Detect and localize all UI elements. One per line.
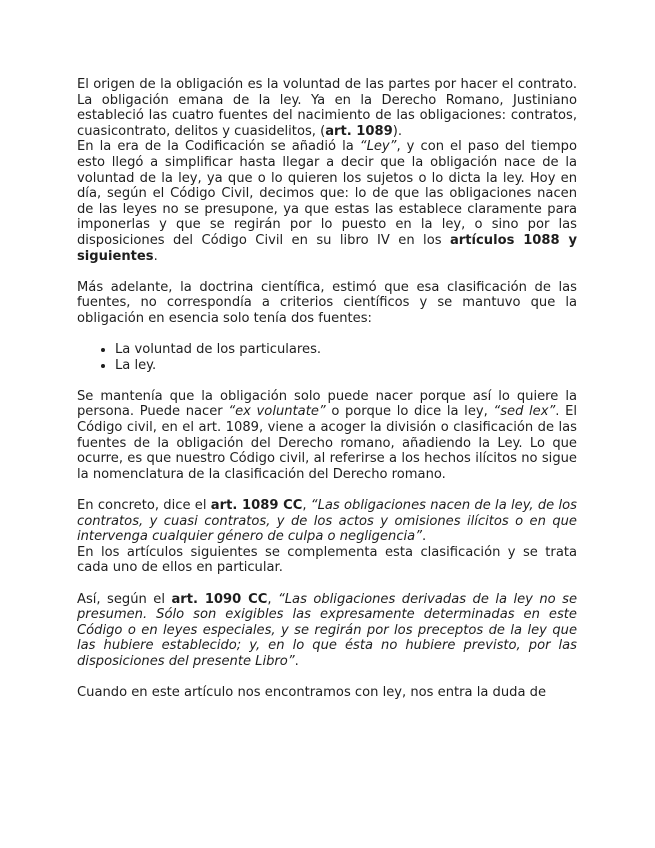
text-run: . xyxy=(294,653,299,669)
text-run: o porque lo dice la ley, xyxy=(325,404,494,420)
bold-citation: art. 1089 xyxy=(325,123,393,139)
text-run: En la era de la Codificación se añadió la xyxy=(77,139,360,155)
list-item: • La ley. xyxy=(115,358,577,374)
text-run: , y con el paso del tiempo esto llegó a simplificar hasta llegar a decir que la obligación nace de la voluntad de la ley, ya que o lo quieren los sujetos o lo dicta la ley. Hoy en día, según el Código Civil, decimos que: lo de que las obligaciones nacen de las leyes no se presupone, ya que estas las establece claramente para imponerlas y que se regirán por lo puesto en la ley, o sino por las disposiciones del Código Civil en su libro IV en los xyxy=(77,139,577,248)
bold-citation: artículos 1088 y siguientes xyxy=(77,232,578,264)
text-run: En los artículos siguientes se complementa esta clasificación y se trata cada uno de ellos en particular. xyxy=(77,544,577,576)
italic-quote: “sed lex” xyxy=(493,404,556,420)
paragraph-final xyxy=(77,685,577,701)
paragraph-codification xyxy=(77,139,577,264)
text-run: . xyxy=(153,248,158,264)
text-run: Cuando en este artículo nos encontramos con ley, nos entra la duda de xyxy=(77,685,547,701)
bold-citation: art. 1089 CC xyxy=(210,498,303,514)
text-run: El origen de la obligación es la voluntad de las partes por hacer el contrato. La obligación emana de la ley. Ya en la Derecho Romano, Justiniano estableció las cuatro fuentes del nacimiento de las obligaciones: contratos, cuasicontrato, delitos y cuasidelitos, ( xyxy=(77,77,577,139)
document-body xyxy=(77,77,577,701)
bold-citation: art. 1090 CC xyxy=(171,591,268,607)
sources-list xyxy=(77,342,577,373)
paragraph-origin xyxy=(77,77,577,139)
paragraph-art-1090 xyxy=(77,592,577,670)
text-run: , xyxy=(267,591,278,607)
paragraph-art-1089 xyxy=(77,498,577,545)
paragraph-roman-law xyxy=(77,389,577,483)
text-run: . El Código civil, en el art. 1089, viene a acoger la división o clasificación de las fuentes de la obligación del Derecho romano, añadiendo la Ley. Lo que ocurre, es que nuestro Código civil, al referirse a los hechos ilícitos no sigue la nomenclatura de la clasificación del Derecho romano. xyxy=(77,404,577,482)
italic-quote: “Las obligaciones nacen de la ley, de los contratos, y cuasi contratos, y de los actos y omisiones ilícitos o en que intervenga cualquier género de culpa o negligencia” xyxy=(77,498,577,545)
text-run: En concreto, dice el xyxy=(77,498,211,514)
text-run: ). xyxy=(392,123,403,139)
text-run: Se mantenía que la obligación solo puede nacer porque así lo quiere la persona. Puede nacer xyxy=(77,388,577,420)
italic-quote: “ex voluntate” xyxy=(228,404,326,420)
text-run: Más adelante, la doctrina científica, estimó que esa clasificación de las fuentes, no correspondía a criterios científicos y se mantuvo que la obligación en esencia solo tenía dos fuentes: xyxy=(77,279,577,326)
text-run: , xyxy=(302,498,311,514)
list-item: • La voluntad de los particulares. xyxy=(115,342,577,358)
paragraph-doctrine xyxy=(77,280,577,327)
italic-quote: “Las obligaciones derivadas de la ley no se presumen. Sólo son exigibles las expresamente determinadas en este Código o en leyes especiales, y se regirán por los preceptos de la ley que las hubiere establecido; y, en lo que ésta no hubiere previsto, por las disposiciones del presente Libro” xyxy=(77,591,578,669)
italic-quote: “Ley” xyxy=(359,139,397,155)
paragraph-following-articles xyxy=(77,545,577,576)
text-run: Así, según el xyxy=(77,591,172,607)
text-run: . xyxy=(421,529,427,545)
